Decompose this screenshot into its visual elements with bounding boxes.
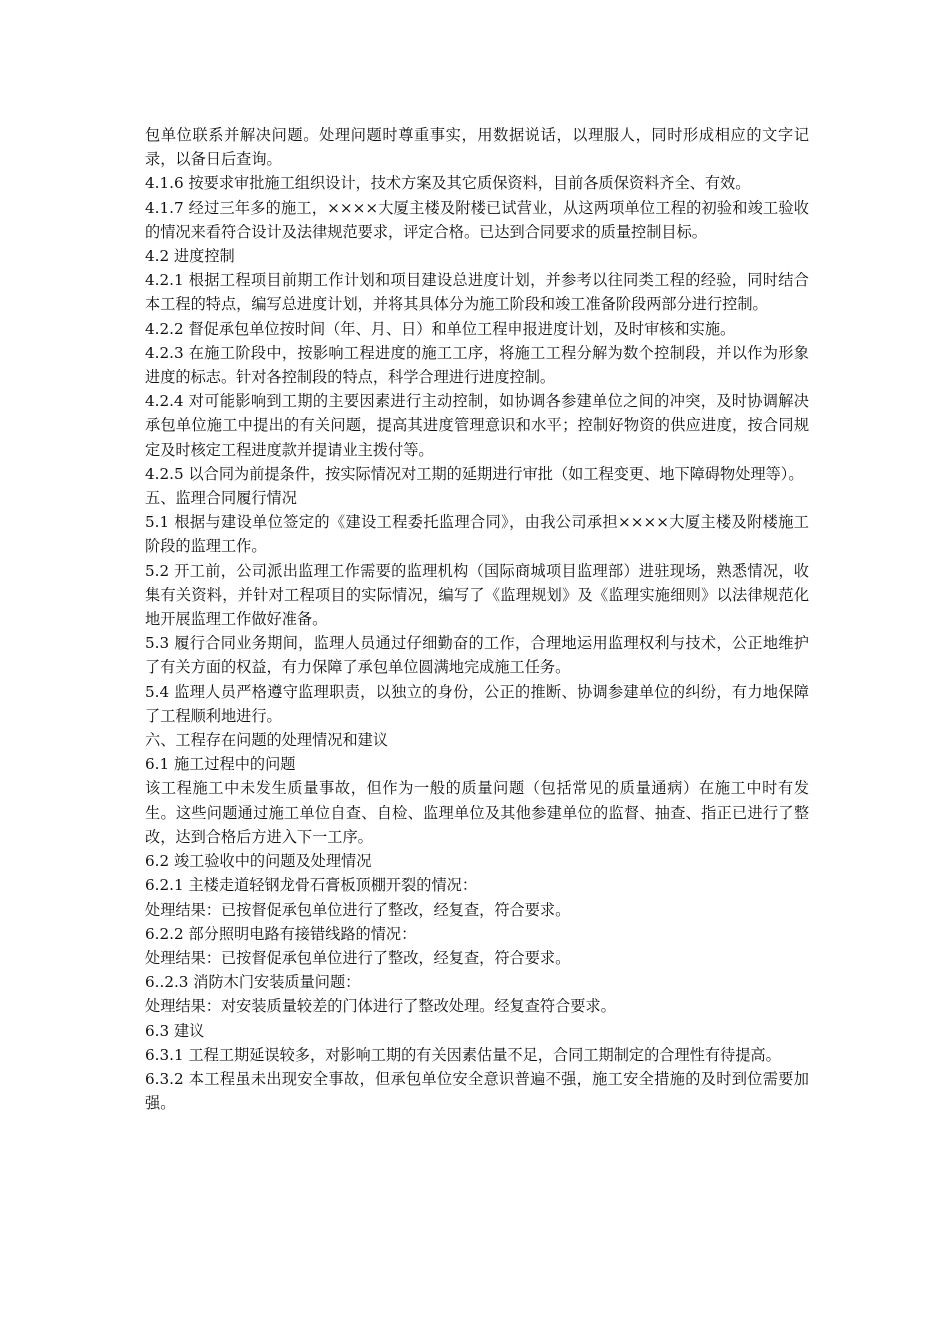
section-heading: 六、工程存在问题的处理情况和建议: [145, 731, 388, 750]
subsection-heading: 6.3 建议: [145, 1021, 205, 1040]
paragraph: 6.3.2 本工程虽未出现安全事故，但承包单位安全意识普遍不强，施工安全措施的及时到位需要加强。: [145, 1069, 809, 1113]
paragraph: 5.1 根据与建设单位签定的《建设工程委托监理合同》，由我公司承担××××大厦主楼及附楼施工阶段的监理工作。: [145, 513, 809, 556]
paragraph: 4.2.5 以合同为前提条件，按实际情况对工期的延期进行审批（如工程变更、地下障碍物处理等）。: [145, 464, 804, 483]
paragraph: 4.1.7 经过三年多的施工，××××大厦主楼及附楼已试营业，从这两项单位工程的初验和竣工验收的情况来看符合设计及法律规范要求，评定合格。已达到合同要求的质量控制目标。: [145, 198, 809, 241]
document-body: [145, 123, 809, 1115]
section-heading: 五、监理合同履行情况: [145, 489, 297, 508]
paragraph: 5.3 履行合同业务期间，监理人员通过仔细勤奋的工作，合理地运用监理权利与技术，公正地维护了有关方面的权益，有力保障了承包单位圆满地完成施工任务。: [145, 634, 809, 677]
subsection-heading: 6.1 施工过程中的问题: [145, 755, 296, 774]
paragraph: 4.2.4 对可能影响到工期的主要因素进行主动控制，如协调各参建单位之间的冲突，及时协调解决承包单位施工中提出的有关问题，提高其进度管理意识和水平；控制好物资的供应进度，按合同规定及时核定工程进度款并提请业主拨付等。: [145, 392, 809, 459]
paragraph: 6.2.1 主楼走道轻钢龙骨石膏板顶棚开裂的情况：: [145, 876, 478, 895]
paragraph: 处理结果：已按督促承包单位进行了整改，经复查，符合要求。: [145, 900, 571, 919]
paragraph: 4.2.2 督促承包单位按时间（年、月、日）和单位工程申报进度计划，及时审核和实施。: [145, 319, 736, 338]
paragraph: 5.4 监理人员严格遵守监理职责，以独立的身份，公正的推断、协调参建单位的纠纷，有力地保障了工程顺利地进行。: [145, 682, 809, 725]
paragraph: 6.2.2 部分照明电路有接错线路的情况：: [145, 924, 417, 943]
paragraph: 处理结果：对安装质量较差的门体进行了整改处理。经复查符合要求。: [145, 997, 616, 1016]
paragraph: 4.2.3 在施工阶段中，按影响工程进度的施工工序，将施工工程分解为数个控制段，并以作为形象进度的标志。针对各控制段的特点，科学合理进行进度控制。: [145, 343, 809, 387]
section-heading: 4.2 进度控制: [145, 247, 235, 266]
paragraph: 4.1.6 按要求审批施工组织设计，技术方案及其它质保资料，目前各质保资料齐全、有效。: [145, 174, 751, 193]
paragraph: 6.3.1 工程工期延误较多，对影响工期的有关因素估量不足，合同工期制定的合理性有待提高。: [145, 1045, 781, 1064]
paragraph: 5.2 开工前，公司派出监理工作需要的监理机构（国际商城项目监理部）进驻现场，熟悉情况，收集有关资料，并针对工程项目的实际情况，编写了《监理规划》及《监理实施细则》以法律规范化地开展监理工作做好准备。: [145, 561, 809, 629]
paragraph: 处理结果：已按督促承包单位进行了整改，经复查，符合要求。: [145, 948, 571, 967]
paragraph: 6..2.3 消防木门安装质量问题：: [145, 973, 361, 992]
paragraph: 4.2.1 根据工程项目前期工作计划和项目建设总进度计划，并参考以往同类工程的经验，同时结合本工程的特点，编写总进度计划，并将其具体分为施工阶段和竣工准备阶段两部分进行控制。: [145, 271, 809, 314]
paragraph: 该工程施工中未发生质量事故，但作为一般的质量问题（包括常见的质量通病）在施工中时有发生。这些问题通过施工单位自查、自检、监理单位及其他参建单位的监督、抽查、指正已进行了整改，达到合格后方进入下一工序。: [145, 779, 809, 846]
paragraph: 包单位联系并解决问题。处理问题时尊重事实，用数据说话，以理服人，同时形成相应的文字记录，以备日后查询。: [145, 126, 809, 169]
subsection-heading: 6.2 竣工验收中的问题及处理情况: [145, 852, 372, 871]
